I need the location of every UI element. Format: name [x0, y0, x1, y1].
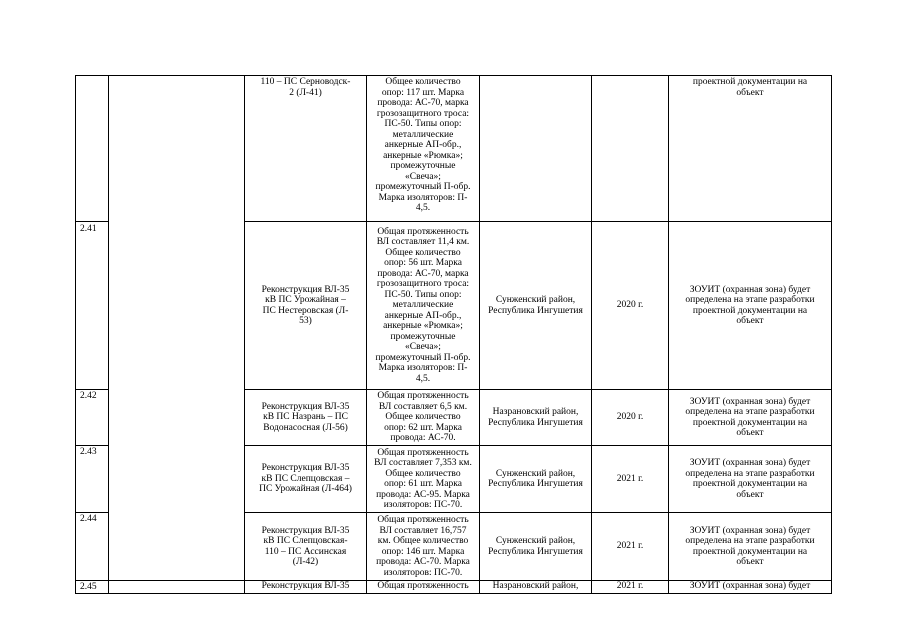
row-divider [75, 445, 108, 446]
table-cell-name: Реконструкция ВЛ-35 кВ ПС Назрань – ПС Водонасосная (Л-56) [261, 401, 350, 433]
table-border-bottom [75, 593, 832, 594]
table-cell-name: Реконструкция ВЛ-35 [261, 581, 350, 591]
table-cell-location: Сунженский район, Республика Ингушетия [488, 295, 583, 316]
row-number: 2.41 [80, 224, 97, 234]
row-number: 2.43 [80, 447, 97, 457]
table-cell-year: 2021 г. [616, 581, 644, 591]
row-number: 2.42 [80, 391, 97, 401]
table-cell-specs: Общая протяженность [377, 581, 469, 591]
table-cell-year: 2020 г. [616, 412, 644, 423]
table-cell-name: 110 – ПС Серноводск- 2 (Л-41) [260, 77, 351, 98]
table-cell-name: Реконструкция ВЛ-35 кВ ПС Слепцовская- 110 – ПС Ассинская (Л-42) [261, 525, 350, 567]
table-cell-specs: Общая протяженность ВЛ составляет 6,5 км. Общее количество опор: 62 шт. Марка провода: АС-70. [377, 391, 469, 444]
column-divider [75, 75, 76, 594]
table-border-right [831, 75, 832, 594]
row-number: 2.44 [80, 514, 97, 524]
row-number: 2.45 [80, 582, 97, 592]
table-cell-location: Назрановский район, [492, 581, 579, 591]
table-cell-specs: Общее количество опор: 117 шт. Марка провода: АС-70, марка грозозащитного троса: ПС-50. Типы опор: металлические анкерные АП-обр., анкерные «Рюмка»; промежуточные «Свеча»; промежуточный П-обр. Марка изоляторов: П- 4,5. [375, 77, 471, 213]
table-cell-name: Реконструкция ВЛ-35 кВ ПС Слепцовская – ПС Урожайная (Л-464) [259, 463, 352, 495]
table-cell-location: Назрановский район, Республика Ингушетия [488, 407, 583, 428]
table-cell-zone: ЗОУИТ (охранная зона) будет [689, 581, 811, 591]
table-cell-zone: ЗОУИТ (охранная зона) будет определена на этапе разработки проектной документации на объект [685, 525, 815, 567]
table-cell-location: Сунженский район, Республика Ингушетия [488, 468, 583, 489]
table-cell-specs: Общая протяженность ВЛ составляет 11,4 км. Общее количество опор: 56 шт. Марка провода: АС-70, марка грозозащитного троса: ПС-50. Типы опор: металлические анкерные АП-обр., анкерные «Рюмка»; промежуточные «Свеча»; промежуточный П-обр. Марка изоляторов: П- 4,5. [375, 226, 471, 384]
table-border-top [75, 75, 832, 76]
column-divider [108, 75, 109, 594]
row-divider [75, 389, 108, 390]
table-cell-specs: Общая протяженность ВЛ составляет 7,353 км. Общее количество опор: 61 шт. Марка провода: АС-95. Марка изоляторов: ПС-70. [374, 447, 472, 510]
table-cell-location: Сунженский район, Республика Ингушетия [488, 536, 583, 557]
table-cell-year: 2021 г. [616, 473, 644, 484]
table-cell-specs: Общая протяженность ВЛ составляет 16,757 км. Общее количество опор: 146 шт. Марка провода: АС-70. Марка изоляторов: ПС-70. [376, 515, 470, 578]
table-cell-zone: ЗОУИТ (охранная зона) будет определена на этапе разработки проектной документации на объект [685, 396, 815, 438]
table-cell-name: Реконструкция ВЛ-35 кВ ПС Урожайная – ПС Нестеровская (Л- 53) [261, 284, 350, 326]
table-cell-zone: ЗОУИТ (охранная зона) будет определена на этапе разработки проектной документации на объект [685, 458, 815, 500]
table-cell-year: 2021 г. [616, 541, 644, 552]
row-divider [75, 221, 108, 222]
table-cell-zone: проектной документации на объект [692, 77, 808, 98]
table-cell-year: 2020 г. [616, 300, 644, 311]
table-cell-zone: ЗОУИТ (охранная зона) будет определена на этапе разработки проектной документации на объект [685, 284, 815, 326]
row-divider [75, 512, 108, 513]
